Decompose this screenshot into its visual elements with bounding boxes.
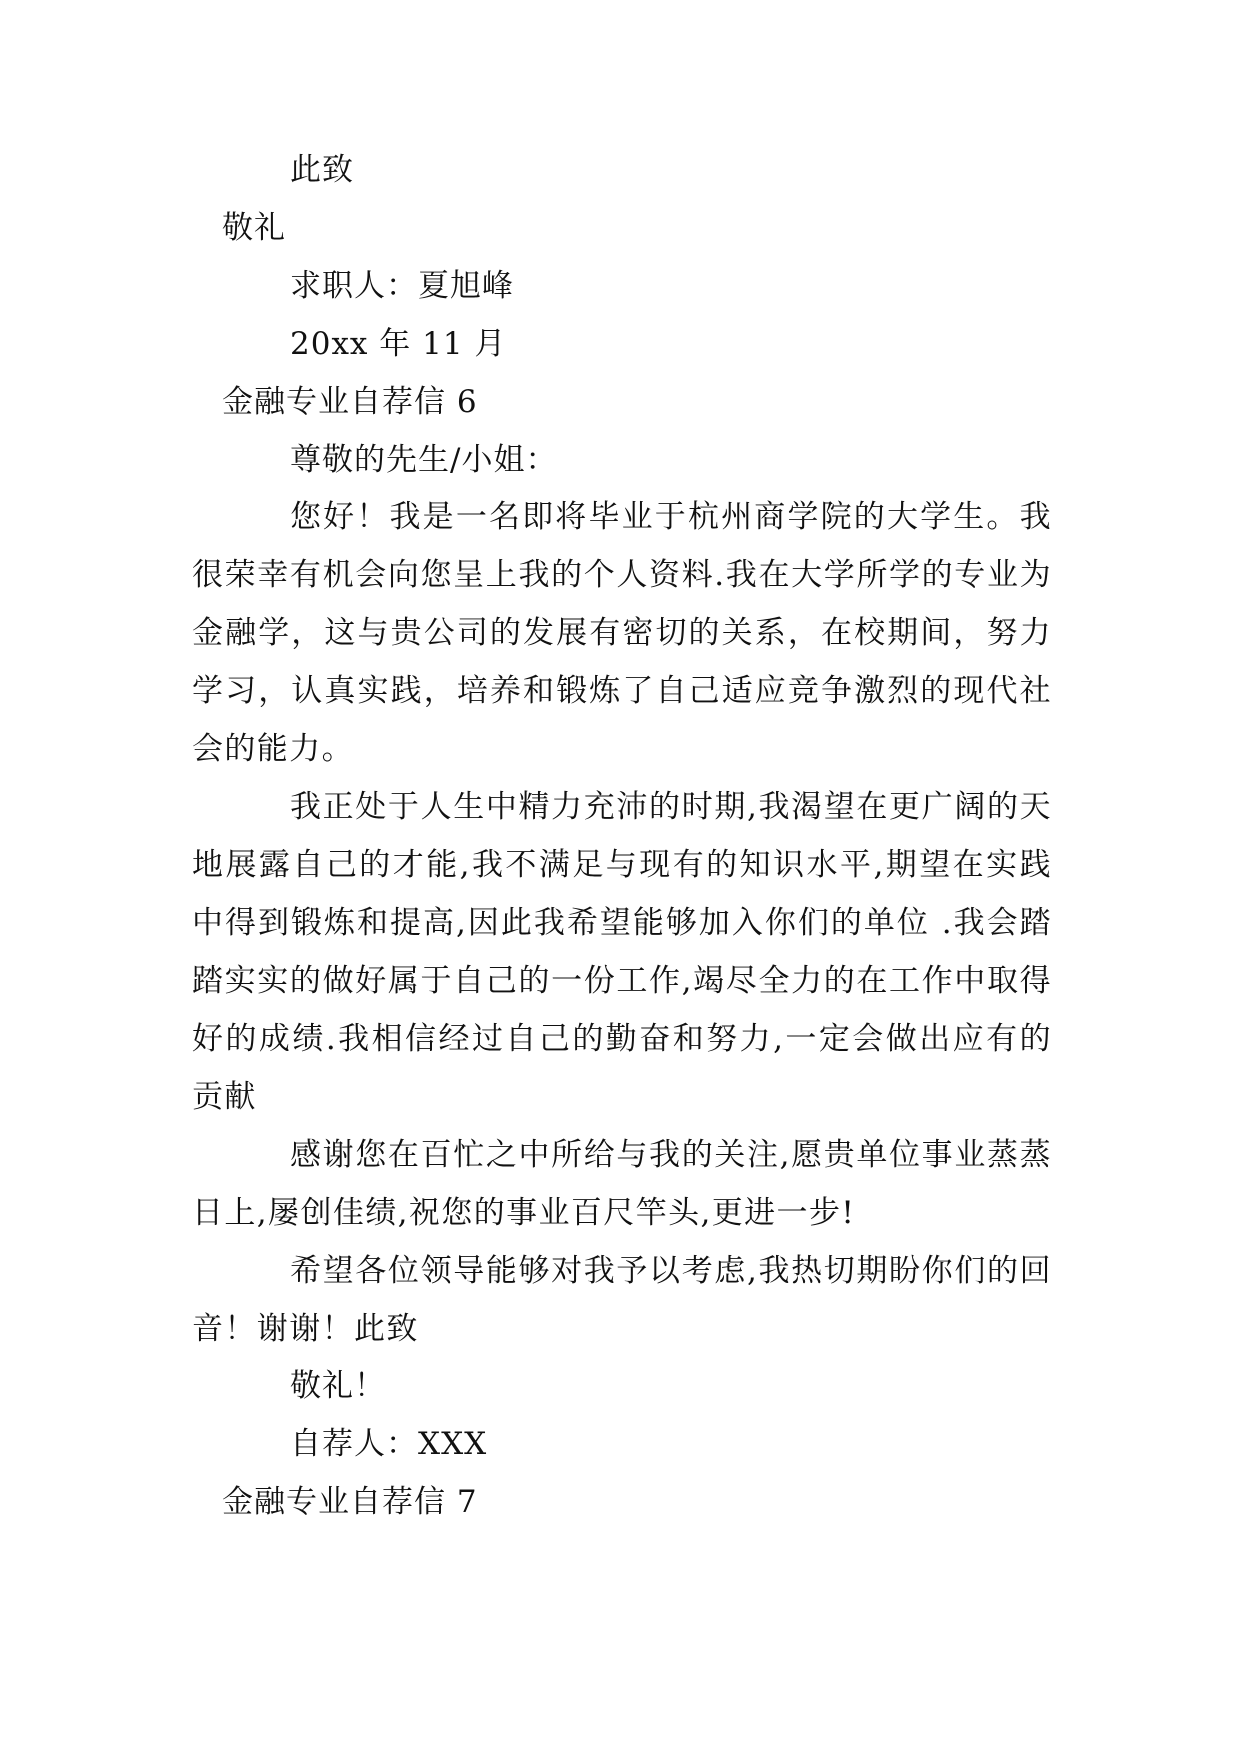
- letter6-closing: 敬礼！: [290, 1368, 386, 1404]
- letter6-paragraph-2: 我正处于人生中精力充沛的时期,我渴望在更广阔的天地展露自己的才能,我不满足与现有的知识水平,期望在实践中得到锻炼和提高,因此我希望能够加入你们的单位 .我会踏踏实实的做好属于自己的一份工作,竭尽全力的在工作中取得好的成绩.我相信经过自己的勤奋和努力,一定会做出应有的贡献: [192, 789, 1052, 1115]
- closing-line-1: 此致: [290, 152, 354, 188]
- date-line: 20xx 年 11 月: [290, 326, 507, 362]
- signature-line: 求职人：夏旭峰: [290, 268, 514, 304]
- letter6-paragraph-1: 您好！我是一名即将毕业于杭州商学院的大学生。我很荣幸有机会向您呈上我的个人资料.我在大学所学的专业为金融学，这与贵公司的发展有密切的关系，在校期间，努力学习，认真实践，培养和锻炼了自己适应竞争激烈的现代社会的能力。: [192, 499, 1052, 767]
- letter7-heading: 金融专业自荐信 7: [222, 1484, 478, 1520]
- letter6-salutation: 尊敬的先生/小姐：: [290, 442, 558, 478]
- closing-line-2: 敬礼: [222, 210, 286, 246]
- letter6-paragraph-3: 感谢您在百忙之中所给与我的关注,愿贵单位事业蒸蒸日上,屡创佳绩,祝您的事业百尺竿头,更进一步!: [192, 1137, 1052, 1231]
- letter6-paragraph-4: 希望各位领导能够对我予以考虑,我热切期盼你们的回音！谢谢！此致: [192, 1253, 1052, 1347]
- letter6-signature: 自荐人：XXX: [290, 1426, 488, 1462]
- letter6-heading: 金融专业自荐信 6: [222, 384, 478, 420]
